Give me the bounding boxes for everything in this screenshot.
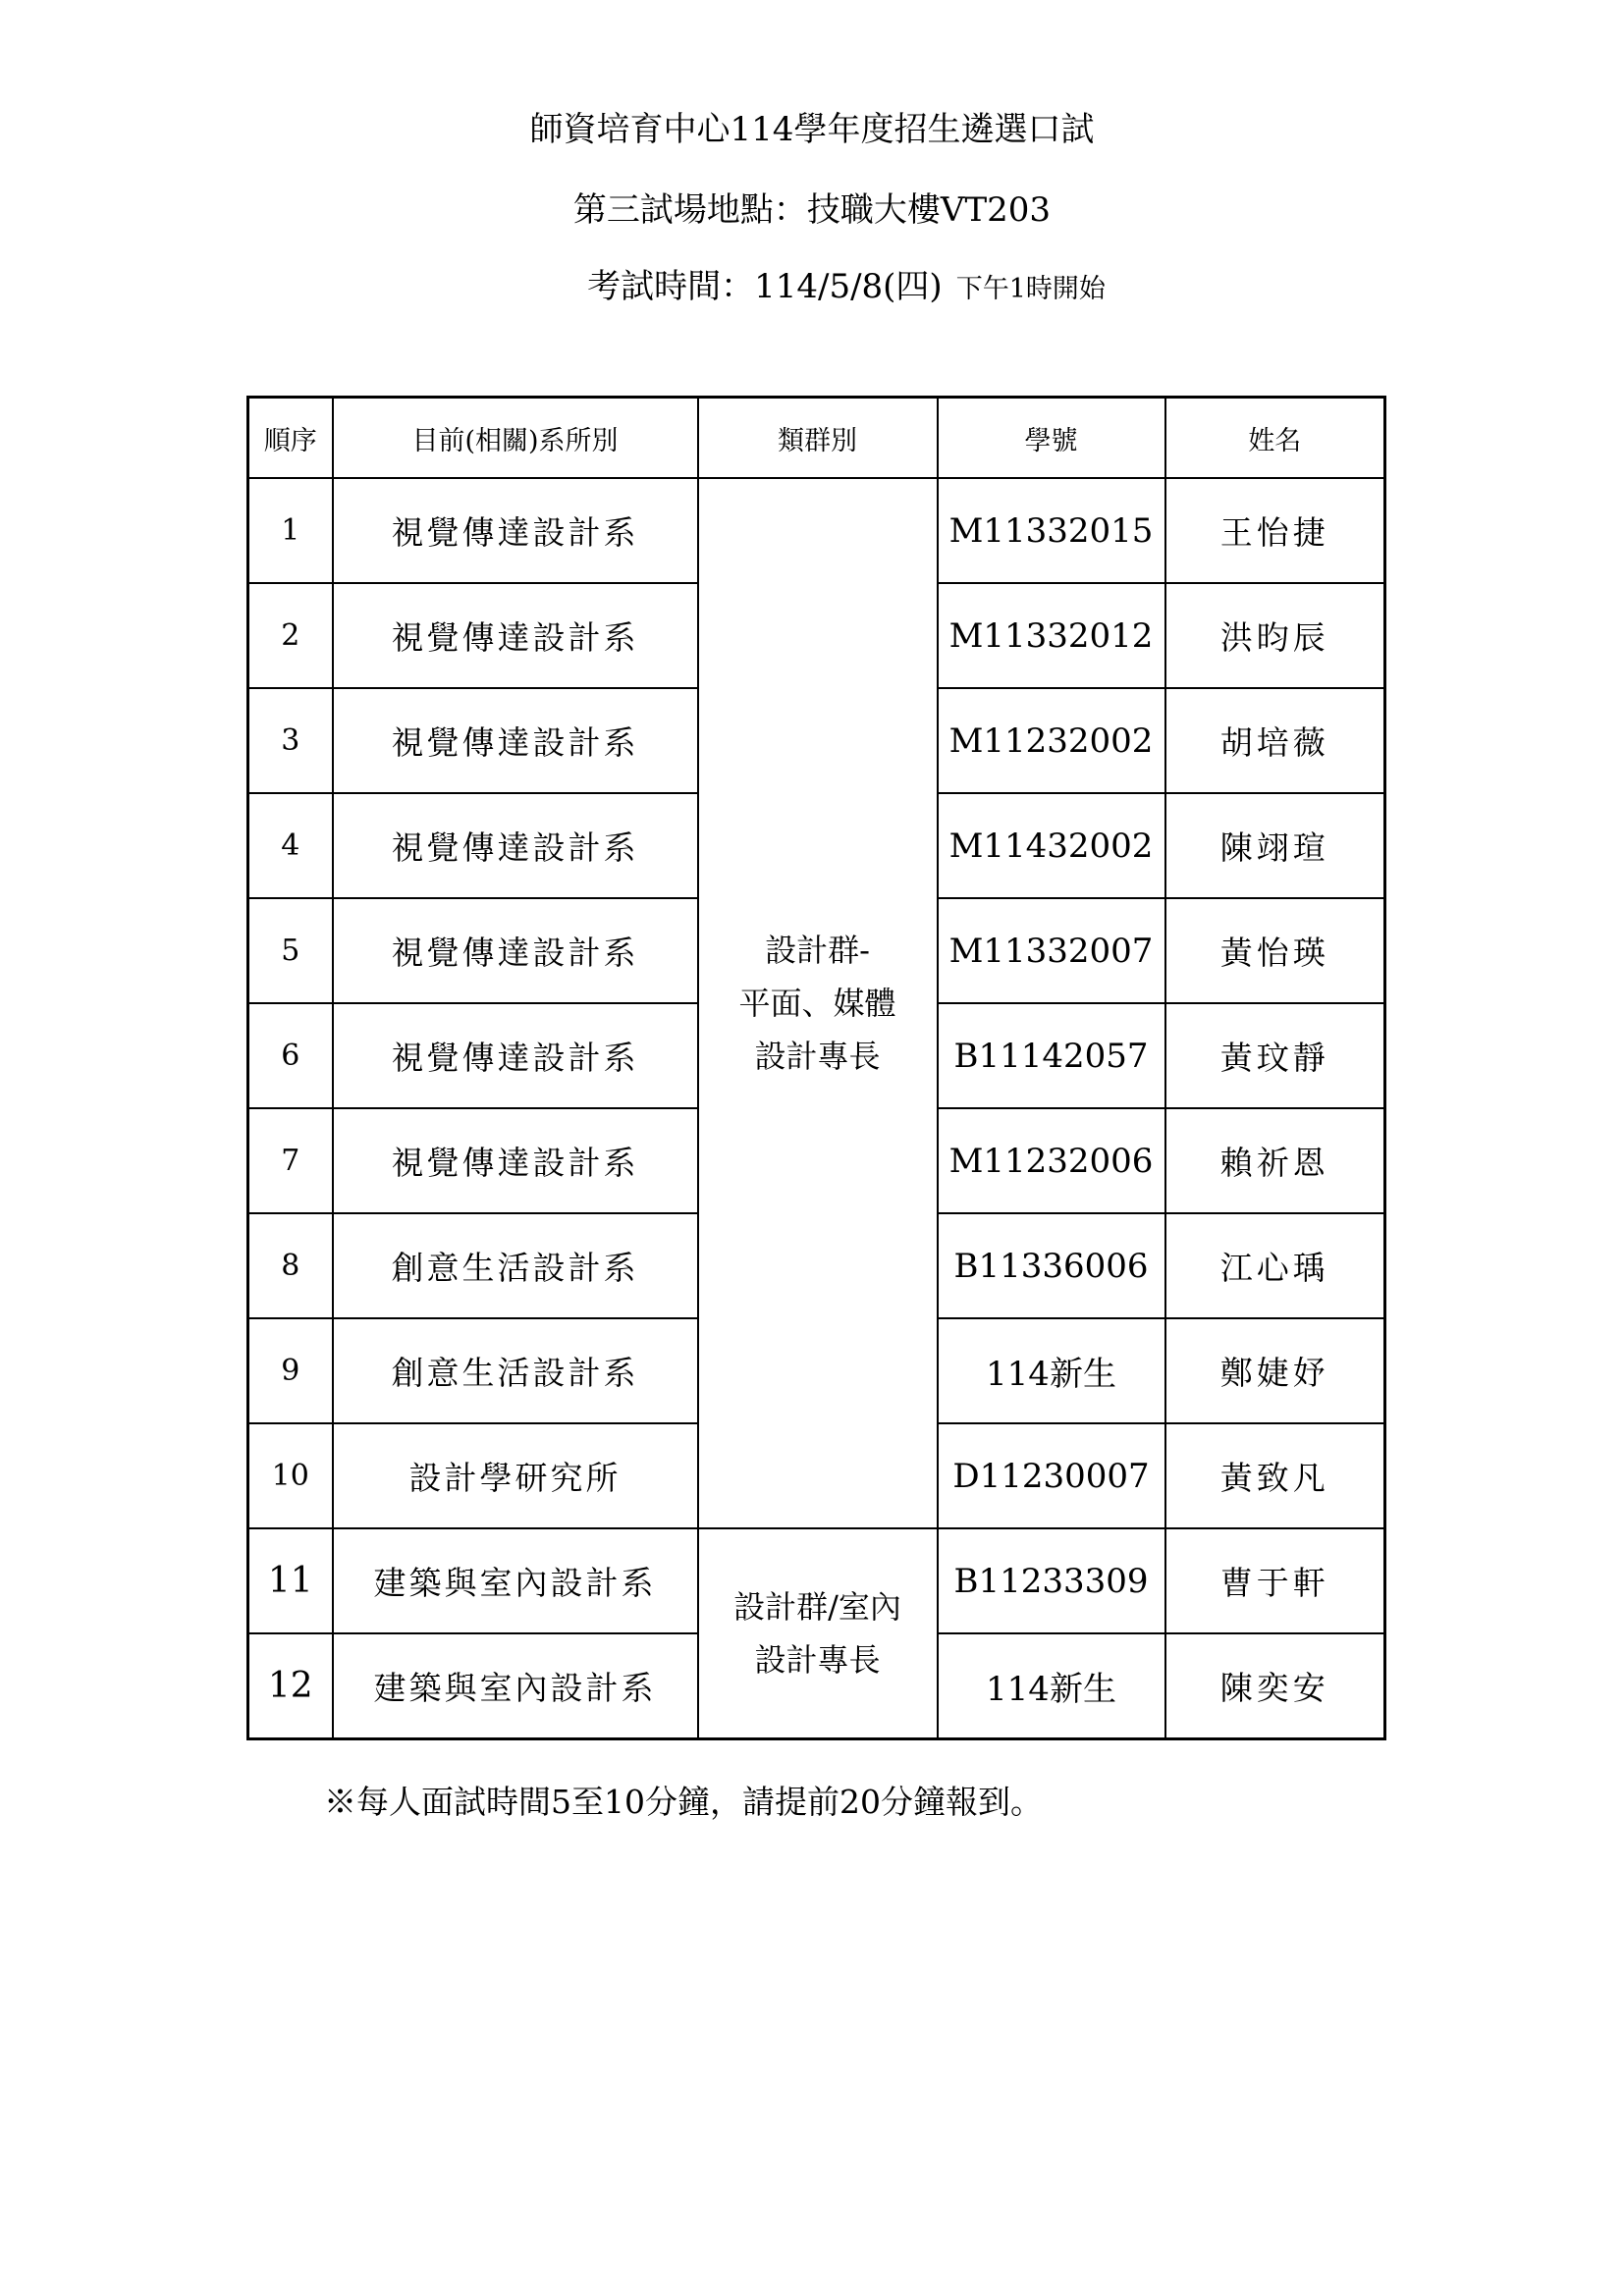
cell-group-interior [698, 1528, 938, 1739]
cell-student-id: M11332012 [938, 583, 1165, 688]
group-label-line: 設計專長 [754, 1038, 881, 1075]
exam-time [0, 267, 1624, 309]
cell-student-id: M11232006 [938, 1108, 1165, 1213]
group-label-line: 設計群/室內 [733, 1588, 901, 1626]
exam-time-start: 下午1時開始 [955, 274, 1106, 304]
cell-dept: 視覺傳達設計系 [333, 583, 698, 688]
cell-group-graphic-media [698, 478, 938, 1528]
cell-dept: 建築與室內設計系 [333, 1633, 698, 1739]
cell-name: 黃致凡 [1165, 1423, 1385, 1528]
cell-seq: 3 [248, 688, 333, 793]
cell-dept: 創意生活設計系 [333, 1318, 698, 1423]
cell-dept: 視覺傳達設計系 [333, 793, 698, 898]
cell-dept: 視覺傳達設計系 [333, 1003, 698, 1108]
cell-seq: 2 [248, 583, 333, 688]
column-header-student-id: 學號 [938, 398, 1165, 479]
cell-seq: 7 [248, 1108, 333, 1213]
cell-seq: 10 [248, 1423, 333, 1528]
cell-dept: 視覺傳達設計系 [333, 898, 698, 1003]
cell-seq: 6 [248, 1003, 333, 1108]
group-label-line: 設計群- [765, 932, 870, 969]
cell-name: 陳奕安 [1165, 1633, 1385, 1739]
cell-student-id: M11332007 [938, 898, 1165, 1003]
cell-name: 王怡捷 [1165, 478, 1385, 583]
cell-seq: 1 [248, 478, 333, 583]
cell-student-id: M11232002 [938, 688, 1165, 793]
column-header-dept: 目前(相關)系所別 [333, 398, 698, 479]
exam-roster-table [246, 396, 1386, 1740]
cell-student-id: M11432002 [938, 793, 1165, 898]
cell-name: 黃玟靜 [1165, 1003, 1385, 1108]
cell-name: 胡培薇 [1165, 688, 1385, 793]
cell-dept: 創意生活設計系 [333, 1213, 698, 1318]
table-header-row [248, 398, 1385, 479]
cell-seq: 4 [248, 793, 333, 898]
exam-time-date: 考試時間：114/5/8(四) [587, 267, 943, 306]
cell-name: 陳翊瑄 [1165, 793, 1385, 898]
cell-student-id: M11332015 [938, 478, 1165, 583]
cell-seq: 5 [248, 898, 333, 1003]
cell-name: 洪昀辰 [1165, 583, 1385, 688]
cell-seq: 11 [248, 1528, 333, 1633]
cell-student-id: 114新生 [938, 1318, 1165, 1423]
footnote: ※每人面試時間5至10分鐘，請提前20分鐘報到。 [324, 1783, 1043, 1821]
group-label-line: 平面、媒體 [738, 985, 896, 1022]
cell-dept: 設計學研究所 [333, 1423, 698, 1528]
cell-seq: 9 [248, 1318, 333, 1423]
table-row [248, 1528, 1385, 1633]
cell-dept: 視覺傳達設計系 [333, 478, 698, 583]
cell-student-id: B11336006 [938, 1213, 1165, 1318]
cell-name: 賴祈恩 [1165, 1108, 1385, 1213]
column-header-group: 類群別 [698, 398, 938, 479]
cell-student-id: B11142057 [938, 1003, 1165, 1108]
cell-dept: 視覺傳達設計系 [333, 1108, 698, 1213]
cell-name: 黃怡瑛 [1165, 898, 1385, 1003]
cell-dept: 建築與室內設計系 [333, 1528, 698, 1633]
exam-location: 第三試場地點：技職大樓VT203 [572, 190, 1052, 230]
column-header-name: 姓名 [1165, 398, 1385, 479]
cell-dept: 視覺傳達設計系 [333, 688, 698, 793]
cell-student-id: 114新生 [938, 1633, 1165, 1739]
cell-student-id: D11230007 [938, 1423, 1165, 1528]
cell-seq: 8 [248, 1213, 333, 1318]
group-label-line: 設計專長 [754, 1641, 881, 1679]
document-title: 師資培育中心114學年度招生遴選口試 [529, 110, 1095, 149]
column-header-seq: 順序 [248, 398, 333, 479]
cell-name: 曹于軒 [1165, 1528, 1385, 1633]
cell-student-id: B11233309 [938, 1528, 1165, 1633]
cell-name: 江心瑀 [1165, 1213, 1385, 1318]
cell-seq: 12 [248, 1633, 333, 1739]
cell-name: 鄭婕妤 [1165, 1318, 1385, 1423]
table-row [248, 478, 1385, 583]
